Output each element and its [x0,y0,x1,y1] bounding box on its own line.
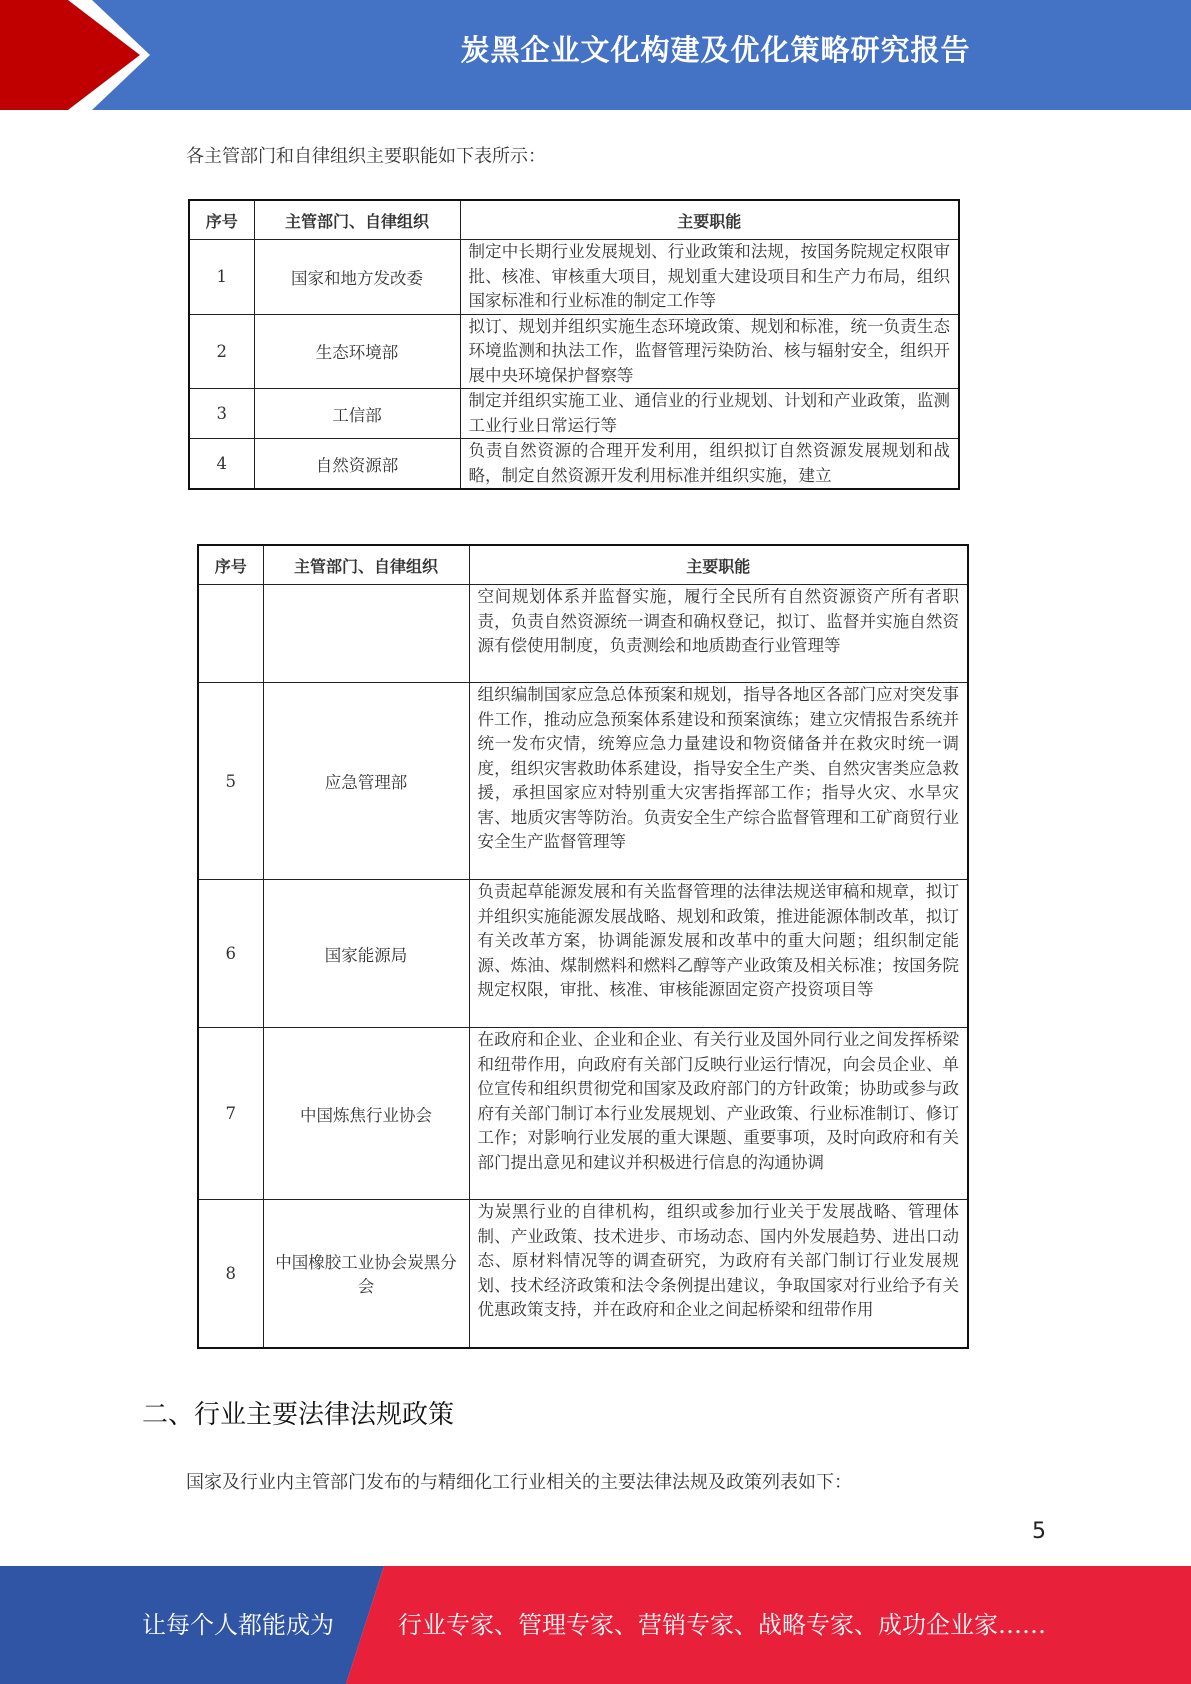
row-org [263,585,469,683]
report-title: 炭黑企业文化构建及优化策略研究报告 [460,33,971,67]
row-no: 7 [198,1028,263,1200]
row-functions: 空间规划体系并监督实施，履行全民所有自然资源资产所有者职责，负责自然资源统一调查和确权登记，拟订、监督并实施自然资源有偿使用制度，负责测绘和地质勘查行业管理等 [469,585,968,683]
table-row [198,585,968,683]
row-functions: 负责起草能源发展和有关监督管理的法律法规送审稿和规章，拟订并组织实施能源发展战略、规划和政策，推进能源体制改革，拟订有关改革方案，协调能源发展和改革中的重大问题；组织制定能源、炼油、煤制燃料和燃料乙醇等产业政策及相关标准；按国务院规定权限，审批、核准、审核能源固定资产投资项目等 [469,880,968,1028]
table-row [198,683,968,880]
table-row [198,1028,968,1200]
table-row [189,240,959,315]
functions-table-part2 [197,544,969,1349]
row-no [198,585,263,683]
table-header-row [198,545,968,585]
row-org: 工信部 [254,389,460,439]
header-no: 序号 [198,545,263,585]
row-org: 自然资源部 [254,439,460,490]
row-functions [460,439,959,490]
row-functions: 拟订、规划并组织实施生态环境政策、规划和标准，统一负责生态环境监测和执法工作，监督管理污染防治、核与辐射安全，组织开展中央环境保护督察等 [460,314,959,389]
row-no: 1 [189,240,254,315]
footer-slogan-left: 让每个人都能成为 [142,1611,334,1639]
table-intro-text: 各主管部门和自律组织主要职能如下表所示： [186,146,546,167]
row-functions: 在政府和企业、企业和企业、有关行业及国外同行业之间发挥桥梁和纽带作用，向政府有关部门反映行业运行情况，向会员企业、单位宣传和组织贯彻党和国家及政府部门的方针政策；协助或参与政府有关部门制订本行业发展规划、产业政策、行业标准制订、修订工作；对影响行业发展的重大课题、重要事项，及时向政府和有关部门提出意见和建议并积极进行信息的沟通协调 [469,1028,968,1200]
table-row [198,880,968,1028]
table-row [189,314,959,389]
row-no: 5 [198,683,263,880]
row-functions: 制定并组织实施工业、通信业的行业规划、计划和产业政策，监测工业行业日常运行等 [460,389,959,439]
footer-banner [0,1566,1191,1684]
row-functions: 组织编制国家应急总体预案和规划，指导各地区各部门应对突发事件工作，推动应急预案体系建设和预案演练；建立灾情报告系统并统一发布灾情，统筹应急力量建设和物资储备并在救灾时统一调度，组织灾害救助体系建设，指导安全生产类、自然灾害类应急救援，承担国家应对特别重大灾害指挥部工作；指导火灾、水旱灾害、地质灾害等防治。负责安全生产综合监督管理和工矿商贸行业安全生产监督管理等 [469,683,968,880]
section-heading: 二、行业主要法律法规政策 [142,1400,455,1430]
header-functions: 主要职能 [460,200,959,240]
row-functions: 制定中长期行业发展规划、行业政策和法规，按国务院规定权限审批、核准、审核重大项目，规划重大建设项目和生产力布局，组织国家标准和行业标准的制定工作等 [460,240,959,315]
header-no: 序号 [189,200,254,240]
table-header-row [189,200,959,240]
row-org: 中国炼焦行业协会 [263,1028,469,1200]
table-row [198,1200,968,1348]
row-no: 2 [189,314,254,389]
header-banner [0,0,1191,110]
row-functions: 为炭黑行业的自律机构，组织或参加行业关于发展战略、管理体制、产业政策、技术进步、市场动态、国内外发展趋势、进出口动态、原材料情况等的调查研究，为政府有关部门制订行业发展规划、技术经济政策和法令条例提出建议，争取国家对行业给予有关优惠政策支持，并在政府和企业之间起桥梁和纽带作用 [469,1200,968,1348]
row-org: 国家和地方发改委 [254,240,460,315]
row-no: 6 [198,880,263,1028]
section-intro-text: 国家及行业内主管部门发布的与精细化工行业相关的主要法律法规及政策列表如下： [186,1472,852,1493]
header-functions: 主要职能 [469,545,968,585]
header-org: 主管部门、自律组织 [254,200,460,240]
row-functions-text: 负责自然资源的合理开发利用，组织拟订自然资源发展规划和战略，制定自然资源开发利用标准并组织实施，建立 [468,441,950,485]
row-no: 8 [198,1200,263,1348]
table-row [189,389,959,439]
row-no: 3 [189,389,254,439]
page-number: 5 [1032,1519,1046,1544]
header-org: 主管部门、自律组织 [263,545,469,585]
functions-table-part1 [188,199,960,490]
row-org: 生态环境部 [254,314,460,389]
footer-slogan-right: 行业专家、管理专家、营销专家、战略专家、成功企业家…… [398,1611,1046,1639]
row-org: 国家能源局 [263,880,469,1028]
row-org: 应急管理部 [263,683,469,880]
table-row [189,439,959,490]
row-no: 4 [189,439,254,490]
row-org: 中国橡胶工业协会炭黑分会 [263,1200,469,1348]
